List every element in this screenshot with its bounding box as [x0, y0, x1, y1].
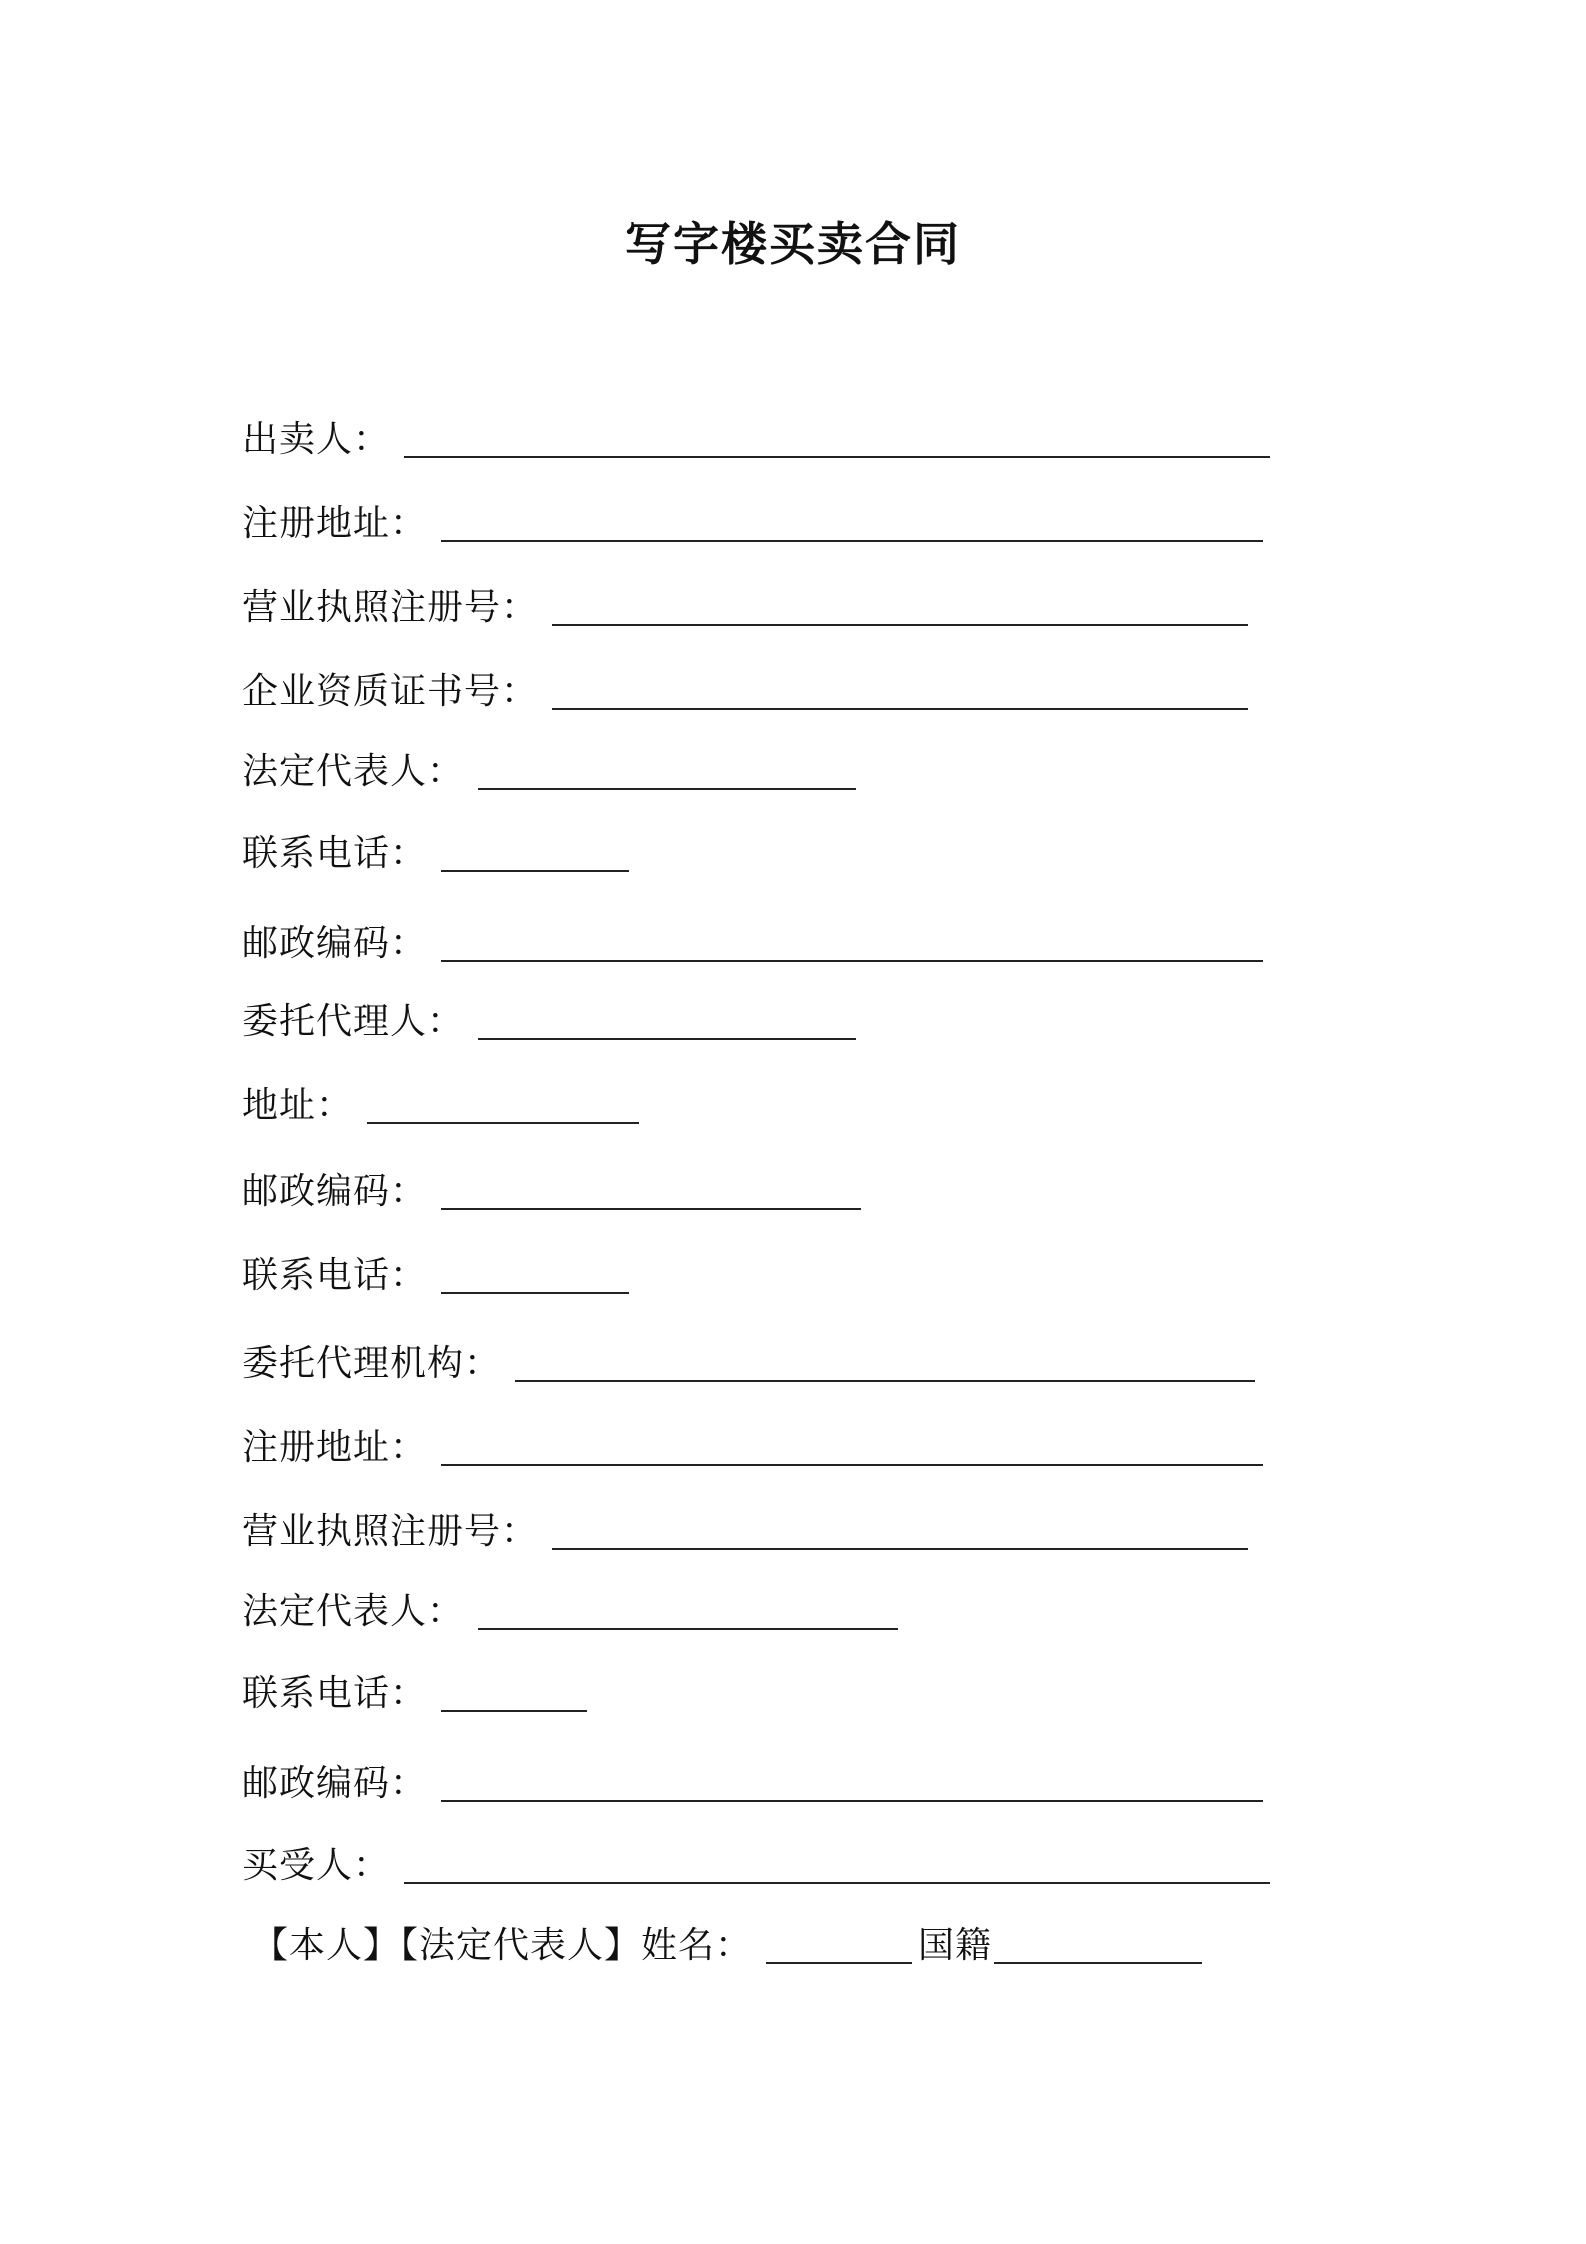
field-agent-address — [242, 1080, 639, 1130]
document-title: 写字楼买卖合同 — [625, 217, 961, 271]
field-agent-postal-code — [242, 1166, 861, 1216]
fill-in-blank[interactable] — [441, 960, 1263, 962]
field-label: 地址： — [242, 1085, 354, 1126]
fill-in-blank[interactable] — [552, 624, 1248, 626]
field-label: 营业执照注册号： — [242, 1511, 539, 1552]
fill-in-blank[interactable] — [441, 1800, 1263, 1802]
field-agency-postal-code — [242, 1758, 1263, 1808]
fill-in-blank[interactable] — [441, 1208, 861, 1210]
fill-in-blank[interactable] — [478, 788, 856, 790]
field-label: 法定代表人： — [242, 1591, 465, 1632]
field-seller-phone — [242, 828, 629, 878]
field-agency-registered-address — [242, 1422, 1263, 1472]
fill-in-blank[interactable] — [441, 1710, 587, 1712]
buyer-name-blank[interactable] — [766, 1962, 912, 1964]
field-label: 委托代理机构： — [242, 1343, 502, 1384]
field-label: 邮政编码： — [242, 923, 428, 964]
fill-in-blank[interactable] — [441, 1292, 629, 1294]
field-label: 联系电话： — [242, 833, 428, 874]
fill-in-blank[interactable] — [441, 870, 629, 872]
fill-in-blank[interactable] — [478, 1038, 856, 1040]
field-label: 出卖人： — [242, 419, 391, 460]
fill-in-blank[interactable] — [478, 1628, 898, 1630]
field-label: 买受人： — [242, 1845, 391, 1886]
fill-in-blank[interactable] — [552, 708, 1248, 710]
fill-in-blank[interactable] — [515, 1380, 1255, 1382]
field-label: 企业资质证书号： — [242, 671, 539, 712]
field-buyer — [242, 1840, 1270, 1890]
fill-in-blank[interactable] — [367, 1122, 639, 1124]
field-label: 邮政编码： — [242, 1763, 428, 1804]
field-seller-qualification-number — [242, 666, 1248, 716]
field-agency-legal-representative — [242, 1586, 898, 1636]
field-label: 注册地址： — [242, 1427, 428, 1468]
fill-in-blank[interactable] — [404, 456, 1270, 458]
nationality-label: 国籍 — [918, 1925, 993, 1966]
field-seller — [242, 414, 1270, 464]
field-seller-license-number — [242, 582, 1248, 632]
field-seller-registered-address — [242, 498, 1263, 548]
field-label: 联系电话： — [242, 1255, 428, 1296]
field-agent-phone — [242, 1250, 629, 1300]
fill-in-blank[interactable] — [404, 1882, 1270, 1884]
nationality-blank[interactable] — [994, 1962, 1202, 1964]
field-label: 委托代理人： — [242, 1001, 465, 1042]
field-seller-postal-code — [242, 918, 1263, 968]
fill-in-blank[interactable] — [441, 1464, 1263, 1466]
field-seller-legal-representative — [242, 746, 856, 796]
fill-in-blank[interactable] — [441, 540, 1263, 542]
field-label: 法定代表人： — [242, 751, 465, 792]
field-label: 联系电话： — [242, 1673, 428, 1714]
field-label: 注册地址： — [242, 503, 428, 544]
buyer-identity-label: 【本人】【法定代表人】姓名： — [252, 1925, 753, 1966]
field-agency — [242, 1338, 1255, 1388]
fill-in-blank[interactable] — [552, 1548, 1248, 1550]
field-seller-agent — [242, 996, 856, 1046]
field-agency-license-number — [242, 1506, 1248, 1556]
field-agency-phone — [242, 1668, 587, 1718]
field-label: 营业执照注册号： — [242, 587, 539, 628]
buyer-identity-row — [252, 1920, 1202, 1970]
field-label: 邮政编码： — [242, 1171, 428, 1212]
